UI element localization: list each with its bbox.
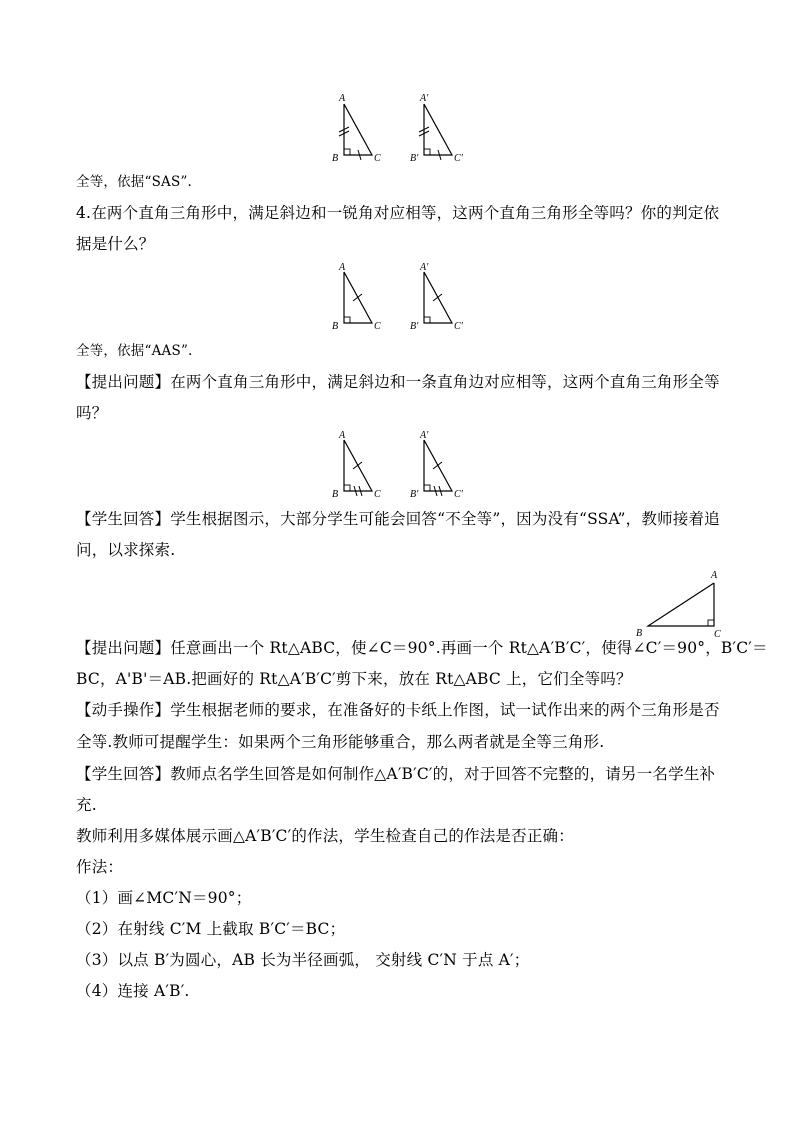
vertex-a-prime-label: A′ <box>420 93 429 104</box>
question-4-line-2: 据是什么？ <box>76 235 155 253</box>
vertex-c-prime-label: C′ <box>454 321 463 332</box>
student-answer-line-1: 【学生回答】学生根据图示，大部分学生可能会回答“不全等”，因为没有“SSA”，教师接着追 <box>76 510 720 528</box>
vertex-a-label: A <box>339 430 346 441</box>
vertex-b-label: B <box>332 321 339 332</box>
figure-3-left-svg <box>330 428 390 500</box>
multimedia-line: 教师利用多媒体展示画△A′B′C′的作法，学生检查自己的作法是否正确： <box>76 827 574 845</box>
vertex-b-label: B <box>332 489 339 500</box>
figure-2-triangle-a1b1c1 <box>410 260 470 332</box>
vertex-a-label: A <box>339 93 346 104</box>
vertex-b-prime-label: B′ <box>410 489 419 500</box>
raise-question-2-line-2: BC，A'B'＝AB.把画好的 Rt△A′B′C′剪下来，放在 Rt△ABC 上，它们全等吗？ <box>76 670 632 688</box>
figure-3-triangle-a1b1c1 <box>410 428 470 500</box>
figure-1-triangle-abc <box>330 92 390 164</box>
step-1: （1）画∠MC′N＝90°； <box>76 889 252 907</box>
vertex-a-prime-label: A′ <box>420 262 429 273</box>
vertex-c-label: C <box>374 153 381 164</box>
vertex-b-label: B <box>636 628 643 639</box>
vertex-a-label: A <box>339 262 346 273</box>
vertex-b-prime-label: B′ <box>410 153 419 164</box>
vertex-c-prime-label: C′ <box>454 489 463 500</box>
figure-2-triangle-abc <box>330 260 390 332</box>
vertex-a-prime-label: A′ <box>420 430 429 441</box>
student-answer-2-line-1: 【学生回答】教师点名学生回答是如何制作△A′B′C′的，对于回答不完整的，请另一名学生补 <box>76 765 716 783</box>
vertex-a-label: A <box>711 570 718 581</box>
vertex-b-prime-label: B′ <box>410 321 419 332</box>
figure-1-left-svg <box>330 92 390 164</box>
hands-on-line-2: 全等.教师可提醒学生：如果两个三角形能够重合，那么两者就是全等三角形. <box>76 733 605 751</box>
raise-question-2-line-1: 【提出问题】任意画出一个 Rt△ABC，使∠C＝90°.再画一个 Rt△A′B′C′，使得∠C′＝90°，B′C′＝ <box>76 639 768 657</box>
answer-sas: 全等，依据“SAS”. <box>76 174 193 190</box>
raise-question-line-1: 【提出问题】在两个直角三角形中，满足斜边和一条直角边对应相等，这两个直角三角形全等 <box>76 373 720 391</box>
figure-1-right-svg <box>410 92 470 164</box>
vertex-b-label: B <box>332 153 339 164</box>
vertex-c-prime-label: C′ <box>454 153 463 164</box>
answer-aas: 全等，依据“AAS”. <box>76 343 193 359</box>
figure-3-right-svg <box>410 428 470 500</box>
step-2: （2）在射线 C′M 上截取 B′C′＝BC； <box>76 920 346 938</box>
figure-4-triangle-abc <box>630 566 730 640</box>
student-answer-2-line-2: 充. <box>76 796 97 814</box>
student-answer-line-2: 问，以求探索. <box>76 541 176 559</box>
method-heading: 作法： <box>76 858 124 876</box>
raise-question-line-2: 吗？ <box>76 404 108 422</box>
step-3: （3）以点 B′为圆心，AB 长为半径画弧， 交射线 C′N 于点 A′； <box>76 951 530 969</box>
vertex-c-label: C <box>374 489 381 500</box>
figure-4-svg <box>630 566 730 640</box>
figure-1-triangle-a1b1c1 <box>410 92 470 164</box>
step-4: （4）连接 A′B′. <box>76 982 190 1000</box>
hands-on-line-1: 【动手操作】学生根据老师的要求，在准备好的卡纸上作图，试一试作出来的两个三角形是否 <box>76 701 720 719</box>
vertex-c-label: C <box>714 629 721 640</box>
question-4-line-1: 4.在两个直角三角形中，满足斜边和一锐角对应相等，这两个直角三角形全等吗？你的判定依 <box>76 204 720 222</box>
vertex-c-label: C <box>374 321 381 332</box>
figure-2-left-svg <box>330 260 390 332</box>
figure-2-right-svg <box>410 260 470 332</box>
figure-3-triangle-abc <box>330 428 390 500</box>
